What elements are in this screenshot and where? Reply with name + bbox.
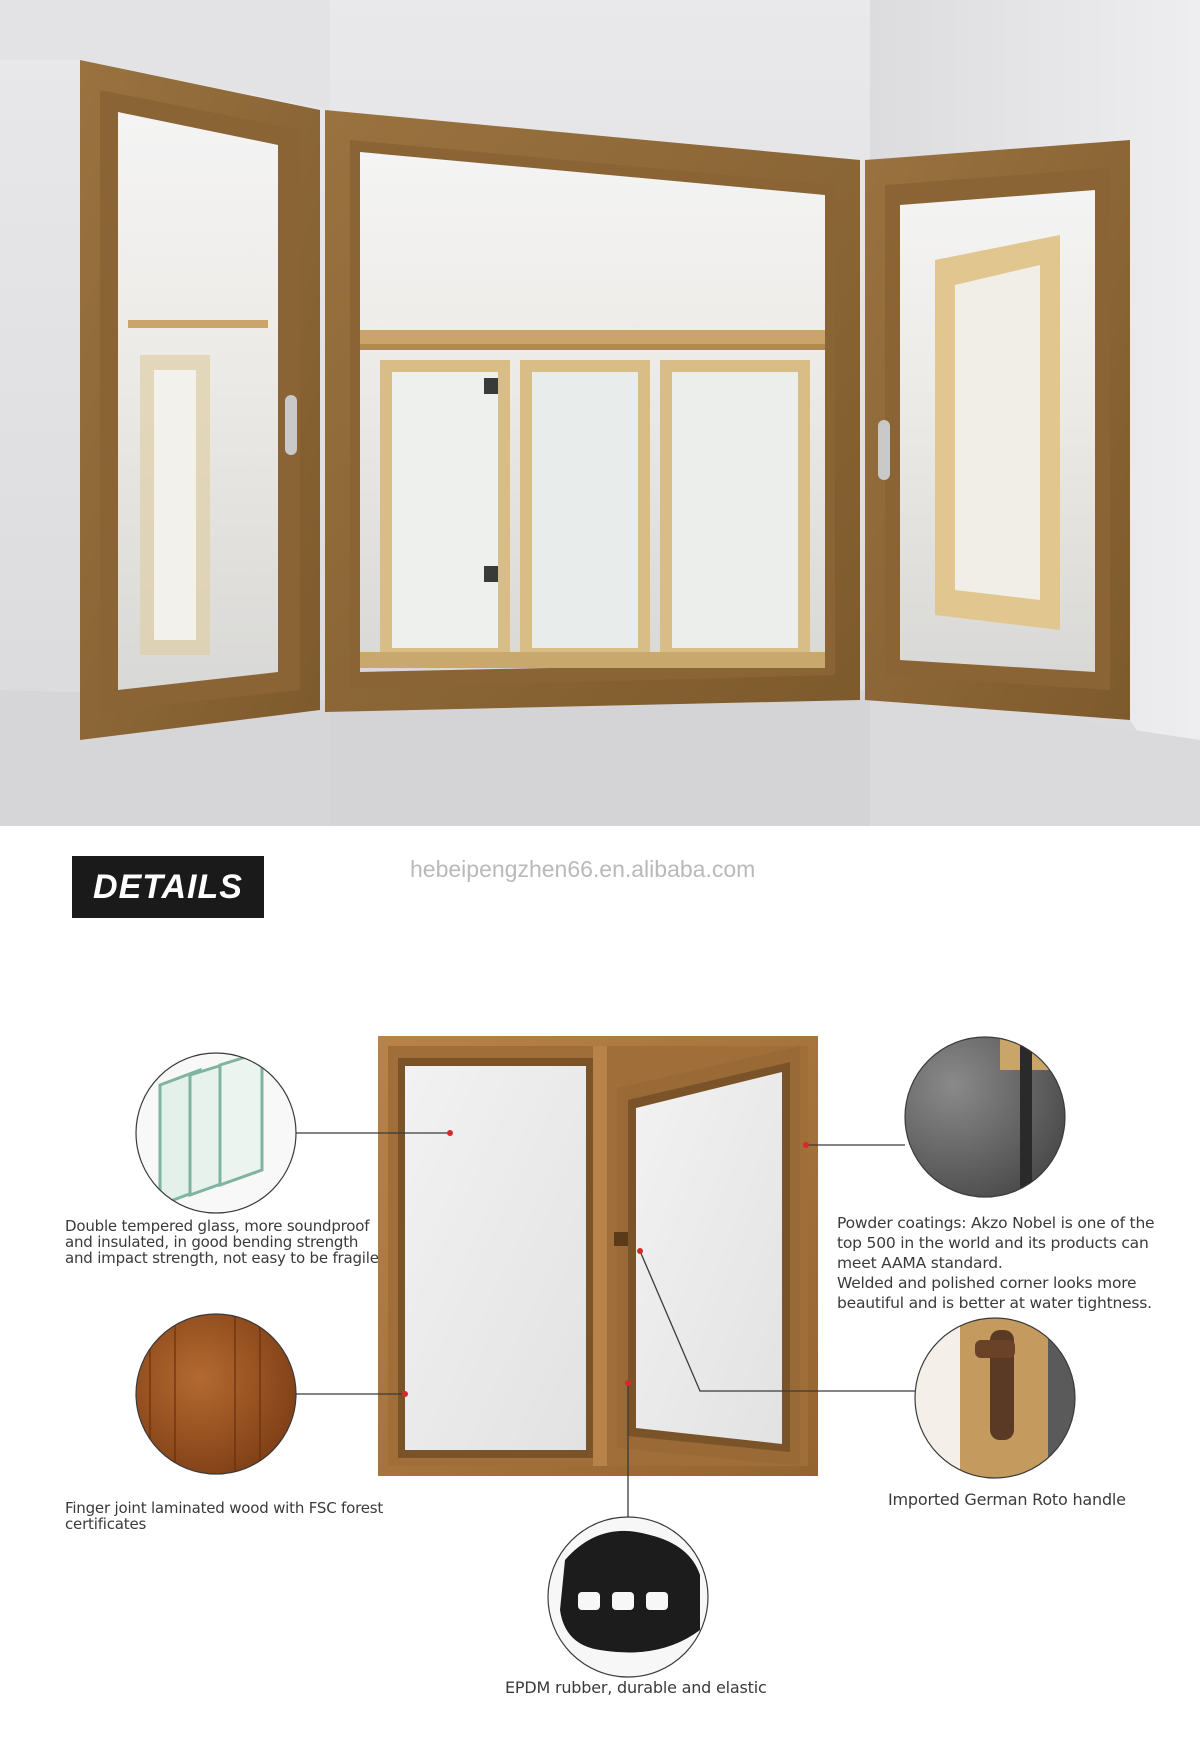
hero-bay-window-photo [0, 0, 1200, 826]
wood-caption: Finger joint laminated wood with FSC forest certificates [65, 1499, 384, 1533]
handle-detail-circle [915, 1310, 1088, 1490]
details-heading: DETAILS [93, 867, 243, 906]
bay-window-illustration [0, 0, 1200, 826]
details-diagram [0, 960, 1200, 1740]
coating-caption-line2: Welded and polished corner looks more beautiful and is better at water tightness. [837, 1274, 1152, 1312]
watermark-text: hebeipengzhen66.en.alibaba.com [410, 856, 756, 882]
epdm-caption: EPDM rubber, durable and elastic [505, 1678, 767, 1697]
epdm-detail-circle [548, 1517, 708, 1677]
handle-caption: Imported German Roto handle [888, 1490, 1126, 1509]
main-window-drawing [378, 1036, 818, 1476]
glass-caption: Double tempered glass, more soundproof and insulated, in good bending strength and impact strength, not easy to be fragile [65, 1217, 379, 1267]
coating-detail-circle [905, 1030, 1100, 1210]
wood-detail-circle [136, 1310, 296, 1480]
glass-detail-circle [136, 1052, 296, 1213]
details-heading-badge [72, 856, 264, 918]
window-detail-diagram [0, 960, 1200, 1740]
coating-caption-line1: Powder coatings: Akzo Nobel is one of the top 500 in the world and its products can meet AAMA standard. [837, 1214, 1155, 1272]
coating-caption [837, 1213, 1177, 1313]
